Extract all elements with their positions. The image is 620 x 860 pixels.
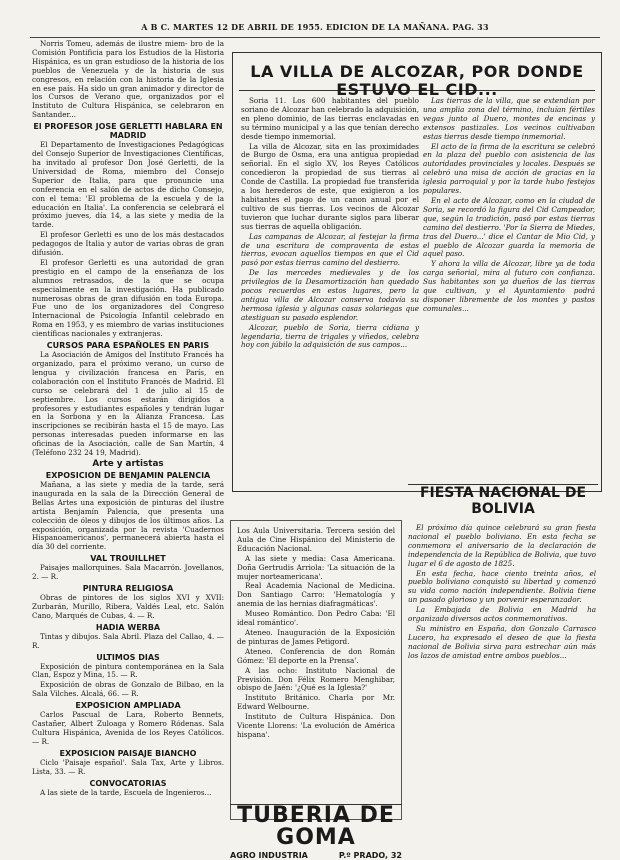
heading-ultimos: ULTIMOS DIAS [96,652,160,662]
heading-paisaje: EXPOSICION PAISAJE BIANCHO [59,748,197,758]
heading-hadia: HADIA WERBA [95,622,161,632]
paragraph: Alcozar, pueblo de Soria, tierra cidiana y legendaria, tierra de trigales y viñedos, celebra hoy con júbilo la adquisición de sus campos... [241,322,419,350]
feature-title: LA VILLA DE ALCOZAR, POR DONDE ESTUVO EL CID... [239,63,595,91]
paragraph: Mañana, a las siete y media de la tarde, será inaugurada en la sala de la Dirección General de Bellas Artes una exposición de pinturas del ilustre artista Benjamín Palencia, que presenta una colección de óleos y dibujos de los últimos años. La exposición, organizada por la revista 'Cuadernos Hispanoamericanos', permanecerá abierta hasta el día 30 del corriente. [32,479,224,552]
paragraph: Soria 11. Los 600 habitantes del pueblo soriano de Alcozar han celebrado la adquisición, en pleno dominio, de las tierras enclavadas en su término municipal y a las que tenían derecho desde tiempo inmemorial. [241,96,419,141]
heading-convocatorias: CONVOCATORIAS [89,778,167,788]
ad-brand: TUBERIA DE GOMA [237,803,395,850]
list-item: A las siete y media: Casa Americana. Doña Gertrudis Arriola: 'La situación de la mujer norteamericana'. [237,553,395,581]
article-snippet: Norris Tomeu, además de ilustre miem- bro de la Comisión Pontificia para los Estudios de la Historia Hispánica, es un gran estudioso de la historia de los pueblos de Venezuela y de la historia de sus congresos, en relación con la historia de la Iglesia en ese país. Ha sido un gran animador y director de los Cursos de Verano que, organizados por el Instituto de Cultura Hispánica, se celebraron en Santander... [32,39,224,120]
paragraph: Su ministro en España, don Gonzalo Carrasco Lucero, ha expresado el deseo de que la fiesta nacional de Bolivia sirva para estrechar aún más los lazos de amistad entre ambos pueblos... [408,623,596,660]
paragraph: Exposición de pintura contemporánea en la Sala Clan, Espoz y Mina, 15. — R. [32,661,224,680]
heading-pintura: PINTURA RELIGIOSA [82,584,174,594]
paragraph: La Embajada de Bolivia en Madrid ha organizado diversos actos conmemorativos. [408,605,596,624]
heading-cursos: CURSOS PARA ESPAÑOLES EN PARIS [46,341,210,351]
feature-box [232,52,602,492]
paragraph: El próximo día quince celebrará su gran fiesta nacional el pueblo boliviano. En esta fecha se conmemora el aniversario de la declaración de independencia de la República de Bolivia, que tuvo lugar el 6 de agosto de 1825. [408,523,596,568]
bolivia-title: FIESTA NACIONAL DE BOLIVIA [419,485,587,517]
paragraph: Y ahora la villa de Alcozar, libre ya de toda carga señorial, mira al futuro con confianza. Sus habitantes son ya dueños de las tierras que cultivan, y el Ayuntamiento podrá disponer libremente de los montes y pastos comunales... [423,259,595,313]
paragraph: En el acto de Alcozar, como en la ciudad de Soria, se recordó la figura del Cid Campeador, que, según la tradición, pasó por estas tierras camino del destierro. 'Por la Sierra de Miedes, tras del Duero...' dice el Cantar de Mio Cid, y el pueblo de Alcozar guarda la memoria de aquel paso. [423,195,595,259]
bolivia-text [408,524,596,840]
heading-exposicion: EXPOSICION AMPLIADA [75,701,181,711]
heading-val: VAL TROUILLHET [90,554,166,564]
paragraph: Carlos Pascual de Lara, Roberto Bennets, Castañer, Albert Zuloaga y Romero Ródenas. Sala Cultura Hispánica, Avenida de los Reyes Católicos. — R. [32,710,224,746]
paragraph: Exposición de obras de Gonzalo de Bilbao, en la Sala Vilches. Alcalá, 66. — R. [32,680,224,699]
paragraph: En esta fecha, hace ciento treinta años, el pueblo boliviano conquistó su libertad y comenzó su vida como nación independiente. Bolivia tiene un pasado glorioso y un porvenir esperanzador. [408,568,596,605]
list-item: Real Academia Nacional de Medicina. Don Santiago Carro: 'Hematología y anemia de las hernias diafragmáticas'. [237,581,395,609]
bolivia-title-box [408,484,598,520]
ad-left: AGRO INDUSTRIA [230,851,308,860]
list-item: Instituto Británico. Charla por Mr. Edward Welbourne. [237,693,395,712]
header-line: A B C. MARTES 12 DE ABRIL DE 1955. EDICION DE LA MAÑANA. PAG. 33 [141,22,489,32]
list-item: A las ocho: Instituto Nacional de Previsión. Don Félix Romero Menghibar, obispo de Jaén: '¿Qué es la Iglesia?' [237,665,395,693]
advertisement [230,803,402,860]
paragraph: El acto de la firma de la escritura se celebró en la plaza del pueblo con asistencia de las autoridades provinciales y locales. Después se celebró una misa de acción de gracias en la iglesia parroquial y por la tarde hubo festejos populares. [423,141,595,196]
paragraph: Tintas y dibujos. Sala Abril. Plaza del Callao, 4. — R. [32,631,224,650]
feature-column-1 [241,97,419,483]
left-column [32,40,224,840]
paragraph: El profesor Gerletti es una autoridad de gran prestigio en el campo de la enseñanza de los alumnos retrasados, de la que se ocupa especialmente en la investigación. Ha publicado numerosas obras de gran difusión en toda Europa. Fue uno de los organizadores del Congreso Internacional de Psicología Infantil celebrado en Roma en 1953, y es miembro de varias instituciones científicas nacionales y extranjeras. [32,257,224,339]
paragraph: Ciclo 'Paisaje español'. Sala Tax, Arte y Libros. Lista, 33. — R. [32,757,224,776]
paragraph: La villa de Alcozar, sita en las proximidades de Burgo de Osma, era una antigua propiedad señorial. En el siglo XV, los Reyes Católicos concedieron la propiedad de sus tierras al Conde de Castilla. La propiedad fue transferida a los herederos de este, que exigieron a los habitantes el pago de un canon anual por el cultivo de sus tierras. Los vecinos de Alcozar tuvieron que luchar durante siglos para liberar sus tierras de aquella obligación. [241,141,419,231]
paragraph: El profesor Gerletti es uno de los más destacados pedagogos de Italia y autor de varias obras de gran difusión. [32,230,224,258]
paragraph: Las campanas de Alcozar, al festejar la firma de una escritura de compraventa de estas tierras, evocan aquellos tiempos en que el Cid pasó por estas tierras camino del destierro. [241,231,419,268]
heading-arte: Arte y artistas [92,458,164,469]
ad-meta [230,851,402,860]
actos-inner [237,527,395,813]
actos-intro: Los Aula Universitaria. Tercera sesión del Aula de Cine Hispánico del Ministerio de Educación Nacional. [237,526,395,553]
actos-box [230,520,402,820]
list-item: Ateneo. Inauguración de la Exposición de pinturas de James Petigord. [237,627,395,646]
list-item: Museo Romántico. Don Pedro Caba: 'El ideal romántico'. [237,609,395,628]
list-item: Instituto de Cultura Hispánica. Don Vicente Llorens: 'La evolución de América hispana'. [237,712,395,739]
paragraph: La Asociación de Amigos del Instituto Francés ha organizado, para el próximo verano, un curso de lengua y civilización francesa en París, en colaboración con el Instituto Francés de Madrid. El curso se celebrará del 1 de julio al 15 de septiembre. Los cursos estarán dirigidos a profesores y estudiantes españoles y tendrán lugar en la Sorbona y en la Alianza Francesa. Las inscripciones se recibirán hasta el 15 de mayo. Las personas interesadas pueden informarse en las oficinas de la Asociación, calle de San Martín, 4 (Teléfono 232 24 19, Madrid). [32,350,224,458]
list-item: Ateneo. Conferencia de don Román Gómez: 'El deporte en la Prensa'. [237,646,395,665]
paragraph: Obras de pintores de los siglos XVI y XVII: Zurbarán, Murillo, Ribera, Valdés Leal, etc. Salón Cano, Marqués de Cubas, 4. — R. [32,593,224,620]
paragraph: El Departamento de Investigaciones Pedagógicas del Consejo Superior de Investigaciones Científicas, ha invitado al profesor Don José Gerletti, de la Universidad de Roma, miembro del Consejo Superior de Italia, para que pronuncie una conferencia en el salón de actos de dicho Consejo, con el tema: 'El problema de la escuela y de la educación en Italia'. La conferencia se celebrará el próximo jueves, día 14, a las siete y media de la tarde. [32,140,224,230]
ad-right: P.º PRADO, 32 [338,851,402,860]
feature-column-2 [423,97,595,483]
page-header [30,22,600,38]
heading-exposicion-benjamin: EXPOSICION DE BENJAMIN PALENCIA [45,470,211,480]
heading-profesor: El PROFESOR JOSE GERLETTI HABLARA EN MADRID [33,122,223,141]
paragraph: Paisajes mallorquines. Sala Macarrón. Jovellanos, 2. — R. [32,563,224,582]
paragraph: De las mercedes medievales y de los privilegios de la Desamortización han quedado pocos recuerdos en estos lugares, pero la antigua villa de Alcozar conserva todavía su hermosa iglesia y algunas casas solariegas que atestiguan su pasado esplendor. [241,268,419,322]
paragraph: A las siete de la tarde, Escuela de Ingenieros... [40,787,212,797]
paragraph: Las tierras de la villa, que se extendían por una amplia zona del término, incluían fértiles vegas junto al Duero, montes de encinas y extensos pastizales. Los vecinos cultivaban estas tierras desde tiempo inmemorial. [423,96,595,141]
